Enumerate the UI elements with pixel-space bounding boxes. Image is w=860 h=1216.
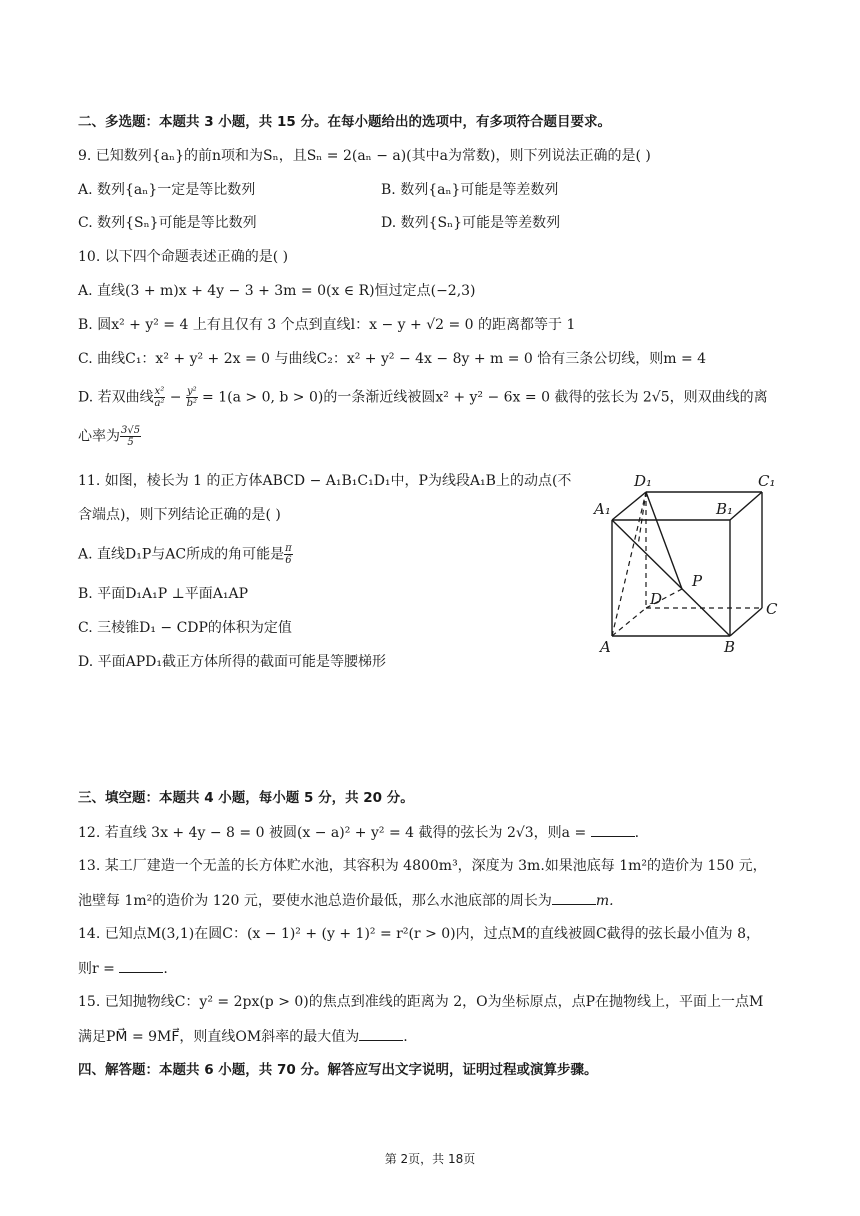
question-9-option-a: A. 数列{aₙ}一定是等比数列 — [78, 182, 256, 198]
question-15-end: . — [403, 1029, 408, 1045]
question-11-stem-line2: 含端点)，则下列结论正确的是( ) — [78, 507, 281, 523]
question-9-stem: 9. 已知数列{aₙ}的前n项和为Sₙ，且Sₙ = 2(aₙ − a)(其中a为常数)，则下列说法正确的是( ) — [78, 148, 651, 164]
fraction-denominator: 6 — [285, 555, 292, 566]
question-10-option-b: B. 圆x² + y² = 4 上有且仅有 3 个点到直线l：x − y + √2 = 0 的距离都等于 1 — [78, 317, 576, 333]
question-14-line1: 14. 已知点M(3,1)在圆C：(x − 1)² + (y + 1)² = r²(r > 0)内，过点M的直线被圆C截得的弦长最小值为 8， — [78, 926, 761, 942]
question-10-option-d-continued — [78, 425, 141, 448]
answer-blank-q14[interactable] — [119, 958, 163, 973]
label-C1: C₁ — [758, 472, 776, 490]
question-10-option-d-prefix: D. 若双曲线 — [78, 389, 154, 406]
edge-B1-C1 — [730, 492, 762, 520]
question-10-option-a: A. 直线(3 + m)x + 4y − 3 + 3m = 0(x ∈ R)恒过定点(−2,3) — [78, 283, 476, 299]
question-10-stem: 10. 以下四个命题表述正确的是( ) — [78, 249, 289, 265]
question-15-line1: 15. 已知抛物线C：y² = 2px(p > 0)的焦点到准线的距离为 2，O为坐标原点，点P在抛物线上，平面上一点M — [78, 994, 764, 1010]
label-P: P — [692, 572, 703, 590]
question-13-unit: m. — [595, 893, 614, 909]
section-heading-multiple-choice: 二、多选题：本题共 3 小题，共 15 分。在每小题给出的选项中，有多项符合题目要求。 — [78, 114, 611, 130]
question-13-line1: 13. 某工厂建造一个无盖的长方体贮水池，其容积为 4800m³，深度为 3m.如果池底每 1m²的造价为 150 元， — [78, 858, 767, 874]
question-10-option-d — [78, 386, 768, 409]
question-12-text: 12. 若直线 3x + 4y − 8 = 0 被圆(x − a)² + y² = 4 截得的弦长为 2√3，则a = — [78, 825, 591, 841]
question-12-end: . — [634, 825, 640, 841]
question-12 — [78, 822, 639, 843]
segment-D1-P — [646, 492, 682, 589]
answer-blank-q15[interactable] — [359, 1026, 403, 1041]
question-11-option-c: C. 三棱锥D₁ − CDP的体积为定值 — [78, 620, 292, 636]
question-11-option-b: B. 平面D₁A₁P ⊥平面A₁AP — [78, 586, 249, 602]
label-A: A — [600, 638, 611, 656]
question-13-line2 — [78, 890, 614, 911]
fraction-denominator: 5 — [127, 437, 134, 448]
label-B1: B₁ — [716, 500, 734, 518]
label-C: C — [766, 600, 778, 618]
segment-A1-B — [612, 520, 730, 636]
fraction-pi-over-6 — [284, 543, 293, 566]
cube-figure — [590, 468, 790, 663]
section-heading-fill-in: 三、填空题：本题共 4 小题，每小题 5 分，共 20 分。 — [78, 790, 414, 806]
question-9-option-b: B. 数列{aₙ}可能是等差数列 — [381, 182, 559, 198]
question-10-option-d-rest: = 1(a > 0, b > 0)的一条渐近线被圆x² + y² − 6x = 0 截得的弦长为 2√5，则双曲线的离 — [197, 389, 768, 406]
minus-sign: − — [165, 389, 186, 406]
hidden-edge-A-D — [612, 608, 646, 636]
fraction-denominator: a² — [154, 398, 165, 409]
question-10-option-c: C. 曲线C₁：x² + y² + 2x = 0 与曲线C₂：x² + y² − 4x − 8y + m = 0 恰有三条公切线，则m = 4 — [78, 351, 707, 367]
fraction-numerator: π — [285, 543, 292, 554]
fraction-x2-a2 — [154, 386, 166, 409]
answer-blank-q12[interactable] — [591, 822, 635, 837]
fraction-y2-b2 — [186, 386, 198, 409]
question-15-text: 满足PM⃗ = 9MF⃗，则直线OM斜率的最大值为 — [78, 1029, 360, 1045]
fraction-denominator: b² — [186, 398, 197, 409]
fraction-eccentricity — [120, 425, 141, 448]
fraction-numerator: x² — [154, 386, 165, 397]
answer-blank-q13[interactable] — [552, 890, 596, 905]
label-B: B — [724, 638, 736, 656]
eccentricity-label: 心率为 — [78, 428, 120, 445]
question-9-option-c: C. 数列{Sₙ}可能是等比数列 — [78, 215, 257, 231]
question-11-option-a-text: A. 直线D₁P与AC所成的角可能是 — [78, 546, 285, 563]
question-14-line2 — [78, 958, 168, 979]
label-D1: D₁ — [634, 472, 653, 490]
hidden-segment-A-D1 — [612, 492, 646, 636]
question-9-option-d: D. 数列{Sₙ}可能是等差数列 — [381, 215, 561, 231]
edge-B-C — [730, 608, 762, 636]
question-14-text: 则r = — [78, 961, 120, 977]
fraction-numerator: y² — [186, 386, 197, 397]
question-15-line2 — [78, 1026, 408, 1047]
label-A1: A₁ — [594, 500, 611, 518]
page-footer: 第 2页，共 18页 — [384, 1152, 476, 1166]
question-11-option-a — [78, 543, 293, 566]
question-13-text: 池壁每 1m²的造价为 120 元，要使水池总造价最低，那么水池底部的周长为 — [78, 893, 552, 909]
question-11-option-d: D. 平面APD₁截正方体所得的截面可能是等腰梯形 — [78, 654, 386, 670]
section-heading-solution: 四、解答题：本题共 6 小题，共 70 分。解答应写出文字说明，证明过程或演算步骤。 — [78, 1062, 598, 1078]
question-14-end: . — [163, 961, 168, 977]
label-D: D — [650, 590, 663, 608]
fraction-numerator: 3√5 — [121, 425, 141, 436]
edge-A1-D1 — [612, 492, 646, 520]
question-11-stem-line1: 11. 如图，棱长为 1 的正方体ABCD − A₁B₁C₁D₁中，P为线段A₁B上的动点(不 — [78, 473, 572, 489]
